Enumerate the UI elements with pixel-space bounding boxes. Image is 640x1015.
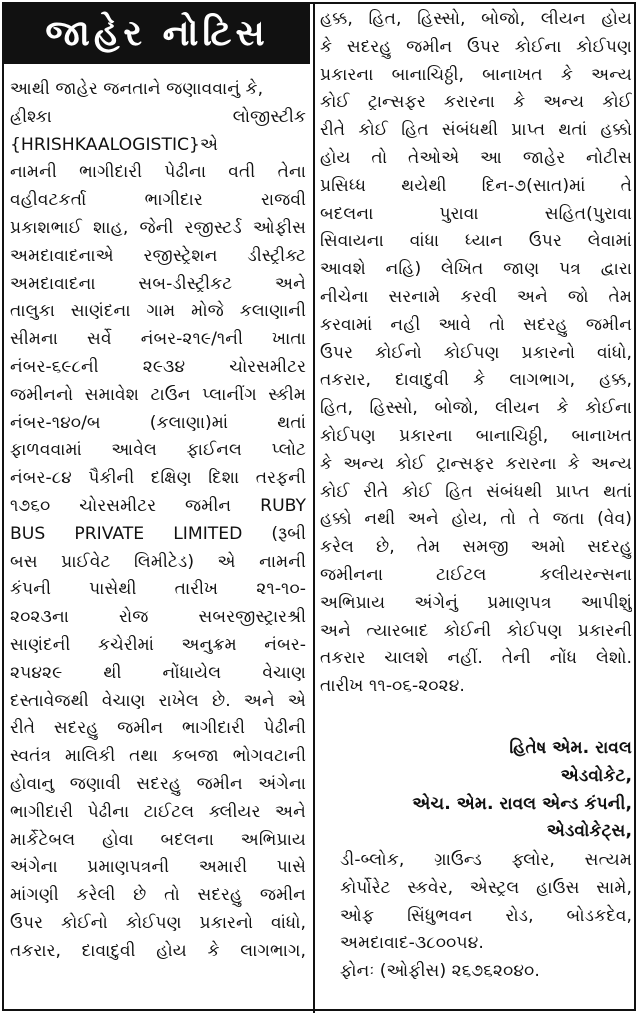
- left-line: આથી જાહેર જનતાને જણાવવાનું કે,: [10, 79, 264, 99]
- left-line: અંગેના પ્રમાણપત્રની અમારી પાસે: [10, 857, 306, 878]
- advocate-role: એડવોકેટ,: [560, 765, 632, 786]
- left-line: ફાળવવામાં આવેલ ફાઈનલ પ્લોટ: [10, 440, 306, 461]
- right-line: કોઈપણ પ્રકારના બાનાચિઠ્ઠી, બાનાખત: [320, 425, 632, 446]
- right-line: કરેલ છે, તેમ સમજી અમો સદરહુ: [320, 537, 632, 558]
- left-line: પ્રકાશભાઈ શાહ, જેની રજીસ્ટર્ડ ઓફીસ: [10, 217, 306, 238]
- left-line: કંપની પાસેથી તારીખ ૨૧-૧૦-: [10, 579, 306, 600]
- right-line: તારીખ ૧૧-૦૬-૨૦૨૪.: [320, 676, 465, 697]
- left-line: ઉપર કોઈનો કોઈપણ પ્રકારનો વાંધો,: [10, 912, 306, 933]
- right-line: તકરાર, દાવાદુવી કે લાગભાગ, હક્ક,: [320, 370, 632, 391]
- left-line: તાલુકા સાણંદના ગામ મોજે કલાણાની: [10, 301, 306, 322]
- notice-body-right-column: [320, 6, 632, 701]
- left-line: દસ્તાવેજથી વેચાણ રાખેલ છે. અને એ: [10, 690, 306, 711]
- column-divider: [313, 2, 315, 1013]
- left-line: અમદાવાદના સબ-ડીસ્ટ્રીકટ અને: [10, 273, 306, 294]
- left-line: {HRISHKAALOGISTIC}એ: [10, 134, 219, 155]
- right-line: કોઈ રીતે કોઈ હિત સંબંધથી પ્રાપ્ત થતાં: [320, 481, 632, 502]
- right-line: કોઈ ટ્રાન્સફર કરારના કે અન્ય કોઈ: [320, 92, 632, 113]
- address-line: ડી-બ્લોક, ગ્રાઉન્ડ ફ્લોર, સત્યમ: [340, 850, 632, 870]
- right-line: અને ત્યારબાદ કોઈની કોઈપણ પ્રકારની: [320, 620, 632, 641]
- right-line: આવશે નહિ) લેખિત જાણ પત્ર દ્વારા: [320, 259, 632, 280]
- left-line: ભાગીદારી પેઢીના ટાઈટલ ક્લીયર અને: [10, 801, 306, 822]
- left-line: ૨૦૨૩ના રોજ સબરજીસ્ટ્રારશ્રી: [10, 607, 306, 628]
- right-line: ઉપર કોઈનો કોઈપણ પ્રકારનો વાંધો,: [320, 342, 632, 363]
- left-line: હોવાનુ જણાવી સદરહુ જમીન અંગેના: [10, 773, 306, 794]
- left-line: વહીવટકર્તા ભાગીદાર રાજવી: [10, 190, 306, 211]
- left-line: રીતે સદરહુ જમીન ભાગીદારી પેઢીની: [10, 718, 306, 739]
- left-line: નંબર-૧૪૦/બ (કલાણા)માં થતાં: [10, 412, 306, 433]
- left-line: સીમના સર્વે નંબર-૨૧૯/૧ની ખાતા: [10, 329, 306, 350]
- right-line: બદલના પુરાવા સહિત(પુરાવા: [320, 203, 632, 224]
- address-block: [340, 847, 632, 986]
- left-line: સાણંદની કચેરીમાં અનુક્રમ નંબર-: [10, 634, 306, 655]
- address-line: અમદાવાદ-૩૮૦૦૫૪.: [340, 933, 484, 954]
- left-line: ૨૫૪૨૯ થી નોંધાયેલ વેચાણ: [10, 662, 306, 683]
- left-line: હ્રીશ્કા લોજીસ્ટીક: [10, 106, 306, 127]
- left-line: માર્કેટેબલ હોવા બદલના અભિપ્રાય: [10, 829, 306, 850]
- right-line: હોય તો તેઓએ આ જાહેર નોટીસ: [320, 147, 632, 168]
- right-line: કે અન્ય કોઈ ટ્રાન્સફર કરારના કે અન્ય: [320, 453, 632, 474]
- notice-body-left-column: [10, 76, 306, 966]
- address-line: ઓફ સિંધુભવન રોડ, બોડકદેવ,: [340, 905, 632, 926]
- left-line: જમીનનો સમાવેશ ટાઉન પ્લાનીંગ સ્કીમ: [10, 384, 306, 405]
- left-line: ૧૭૬૦ ચોરસમીટર જમીન RUBY: [10, 495, 306, 516]
- address-line: ફોનઃ (ઓફીસ) ૨૬૭૬૨૦૪૦.: [340, 961, 540, 982]
- right-line: તકરાર ચાલશે નહીં. તેની નોંધ લેશો.: [320, 648, 632, 669]
- right-line: અભિપ્રાય અંગેનું પ્રમાણપત્ર આપીશું: [320, 592, 632, 613]
- right-line: રીતે કોઈ હિત સંબંધથી પ્રાપ્ત થતાં હક્કો: [320, 120, 632, 141]
- left-line: નંબર-૬૯૮ની ૨૯૩૪ ચોરસમીટર: [10, 356, 306, 377]
- right-line: કરવામાં નહી આવે તો સદરહુ જમીન: [320, 314, 632, 335]
- left-line: નંબર-૮૪ પૈકીની દક્ષિણ દિશા તરફની: [10, 468, 306, 489]
- right-line: પ્રસિધ્ધ થયેથી દિન-૭(સાત)માં તે: [320, 175, 632, 196]
- left-line: સ્વતંત્ર માલિકી તથા કબજા ભોગવટાની: [10, 746, 306, 767]
- address-line: કોર્પોરેટ સ્કવેર, એસ્ટ્રલ હાઉસ સામે,: [340, 877, 632, 898]
- notice-title: જાહેર નોટિસ: [4, 4, 310, 64]
- right-line: પ્રકારના બાનાચિઠ્ઠી, બાનાખત કે અન્ય: [320, 64, 632, 85]
- firm-name: એચ. એમ. રાવલ એન્ડ કંપની,: [412, 793, 632, 814]
- left-line: નામની ભાગીદારી પેઢીના વતી તેના: [10, 162, 306, 183]
- signature-block: [320, 735, 632, 846]
- firm-role: એડવોકેટ્સ,: [546, 821, 632, 842]
- right-line: હક્કો નથી અને હોય, તો તે જતા (વેવ): [320, 509, 632, 530]
- advocate-name: હિતેષ એમ. રાવલ: [509, 738, 632, 758]
- right-line: નીચેના સરનામે કરવી અને જો તેમ: [320, 286, 632, 307]
- right-line: કે સદરહુ જમીન ઉપર કોઈના કોઈપણ: [320, 36, 632, 57]
- left-line: માંગણી કરેલી છે તો સદરહુ જમીન: [10, 885, 306, 906]
- right-line: જમીનના ટાઈટલ કલીયરન્સના: [320, 564, 632, 585]
- right-line: હિત, હિસ્સો, બોજો, લીયન કે કોઈના: [320, 398, 632, 419]
- left-line: તકરાર, દાવાદુવી હોય કે લાગભાગ,: [10, 940, 306, 961]
- right-line: હક્ક, હિત, હિસ્સો, બોજો, લીયન હોય: [320, 9, 632, 29]
- left-line: બસ પ્રાઈવેટ લિમીટેડ) એ નામની: [10, 551, 306, 572]
- left-line: અમદાવાદનાએ રજીસ્ટ્રેશન ડીસ્ટ્રીક્ટ: [10, 245, 306, 266]
- right-line: સિવાયના વાંધા ધ્યાન ઉપર લેવામાં: [320, 231, 632, 252]
- left-line: BUS PRIVATE LIMITED (રૂબી: [10, 523, 306, 544]
